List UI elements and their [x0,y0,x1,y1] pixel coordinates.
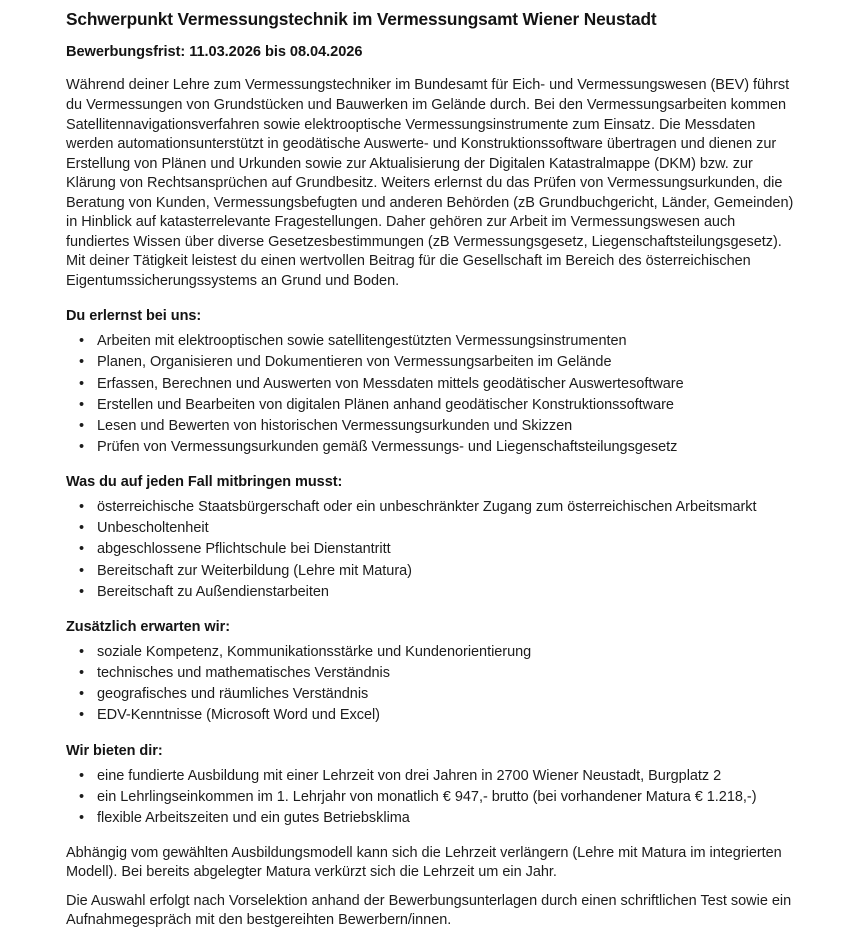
bullet-dot-icon: • [79,788,85,805]
section-heading: Du erlernst bei uns: [66,308,202,325]
bullet-dot-icon: • [79,562,85,579]
list-item [66,353,795,373]
list-item [66,438,795,458]
bullet-dot-icon: • [79,767,85,784]
application-deadline: Bewerbungsfrist: 11.03.2026 bis 08.04.2026 [66,44,363,61]
list-item-label: österreichische Staatsbürgerschaft oder ein unbeschränkter Zugang zum österreichischen Arbeitsmarkt [97,499,757,516]
list-item [66,540,795,560]
list-item-label: Bereitschaft zu Außendienstarbeiten [97,583,329,600]
bullet-dot-icon: • [79,417,85,434]
bullet-list [66,643,795,726]
list-item-label: EDV-Kenntnisse (Microsoft Word und Excel) [97,707,380,724]
list-item-label: flexible Arbeitszeiten und ein gutes Betriebsklima [97,809,410,826]
bullet-section [66,742,795,829]
list-item-label: soziale Kompetenz, Kommunikationsstärke und Kundenorientierung [97,644,532,661]
list-item [66,396,795,416]
section-heading: Wir bieten dir: [66,742,163,759]
list-item [66,809,795,829]
bullet-dot-icon: • [79,438,85,455]
list-item-label: abgeschlossene Pflichtschule bei Dienstantritt [97,541,391,558]
list-item-label: Erstellen und Bearbeiten von digitalen Plänen anhand geodätischer Konstruktionssoftware [97,396,674,413]
list-item-label: Erfassen, Berechnen und Auswerten von Messdaten mittels geodätischer Auswertesoftware [97,375,684,392]
bullet-list [66,767,795,829]
bullet-dot-icon: • [79,707,85,724]
bullet-section [66,473,795,602]
list-item [66,767,795,787]
closing-paragraph: Abhängig vom gewählten Ausbildungsmodell kann sich die Lehrzeit verlängern (Lehre mit Matura im integrierten Modell). Bei bereits abgelegter Matura verkürzt sich die Lehrzeit um ein Jahr. [66,844,782,881]
list-item [66,643,795,663]
list-item [66,498,795,518]
closing-paragraphs [66,844,795,931]
list-item-label: ein Lehrlingseinkommen im 1. Lehrjahr von monatlich € 947,- brutto (bei vorhandener Matura € 1.218,-) [97,788,757,805]
page-title: Schwerpunkt Vermessungstechnik im Vermessungsamt Wiener Neustadt [66,9,657,29]
bullet-dot-icon: • [79,499,85,516]
bullet-dot-icon: • [79,583,85,600]
list-item [66,664,795,684]
bullet-list [66,332,795,457]
section-heading: Zusätzlich erwarten wir: [66,619,230,636]
list-item [66,583,795,603]
bullet-dot-icon: • [79,665,85,682]
list-item [66,375,795,395]
list-item [66,706,795,726]
bullet-dot-icon: • [79,333,85,350]
bullet-dot-icon: • [79,520,85,537]
bullet-dot-icon: • [79,396,85,413]
bullet-dot-icon: • [79,541,85,558]
bullet-dot-icon: • [79,809,85,826]
section-heading: Was du auf jeden Fall mitbringen musst: [66,474,343,491]
list-item-label: Unbescholtenheit [97,520,209,537]
bullet-dot-icon: • [79,375,85,392]
list-item [66,788,795,808]
list-item-label: Lesen und Bewerten von historischen Vermessungsurkunden und Skizzen [97,417,573,434]
bullet-dot-icon: • [79,644,85,661]
list-item [66,332,795,352]
bullet-list [66,498,795,602]
sections-container [66,307,795,828]
bullet-dot-icon: • [79,354,85,371]
bullet-section [66,618,795,726]
closing-paragraph: Die Auswahl erfolgt nach Vorselektion anhand der Bewerbungsunterlagen durch einen schriftlichen Test sowie ein Aufnahmegespräch mit den bestgereihten Bewerbern/innen. [66,892,792,929]
bullet-dot-icon: • [79,686,85,703]
list-item-label: technisches und mathematisches Verständnis [97,665,390,682]
list-item-label: Prüfen von Vermessungsurkunden gemäß Vermessungs- und Liegenschaftsteilungsgesetz [97,438,678,455]
list-item [66,417,795,437]
list-item-label: eine fundierte Ausbildung mit einer Lehrzeit von drei Jahren in 2700 Wiener Neustadt, Burgplatz 2 [97,767,722,784]
intro-paragraph: Während deiner Lehre zum Vermessungstechniker im Bundesamt für Eich- und Vermessungswesen (BEV) führst du Vermessungen von Grundstücken und Bauwerken im Gelände durch. Bei den Vermessungsarbeiten kommen Satellitennavigationsverfahren sowie elektrooptische Vermessungsinstrumente zum Einsatz. Die Messdaten werden automationsunterstützt in geodätische Auswerte- und Konstruktionssoftware übertragen und dienen zur Erstellung von Plänen und Urkunden sowie zur Aktualisierung der Digitalen Katastralmappe (DKM) bzw. zur Klärung von Rechtsansprüchen auf Grundbesitz. Weiters erlernst du das Prüfen von Vermessungsurkunden, die Beratung von Kunden, Vermessungsbefugten und anderen Behörden (zB Grundbuchgericht, Länder, Gemeinden) in Hinblick auf katasterrelevante Fragestellungen. Daher gehören zur Arbeit im Vermessungswesen auch fundiertes Wissen über diverse Gesetzesbestimmungen (zB Vermessungsgesetz, Liegenschaftsteilungsgesetz). Mit deiner Tätigkeit leistest du einen wertvollen Beitrag für die Gesellschaft im Bereich des österreichischen Eigentumssicherungssystems an Grund und Boden. [66,77,794,289]
list-item-label: geografisches und räumliches Verständnis [97,686,369,703]
list-item-label: Planen, Organisieren und Dokumentieren von Vermessungsarbeiten im Gelände [97,354,612,371]
list-item-label: Bereitschaft zur Weiterbildung (Lehre mit Matura) [97,562,412,579]
bullet-section [66,307,795,457]
list-item [66,519,795,539]
list-item [66,562,795,582]
list-item [66,685,795,705]
list-item-label: Arbeiten mit elektrooptischen sowie satellitengestützten Vermessungsinstrumenten [97,333,627,350]
